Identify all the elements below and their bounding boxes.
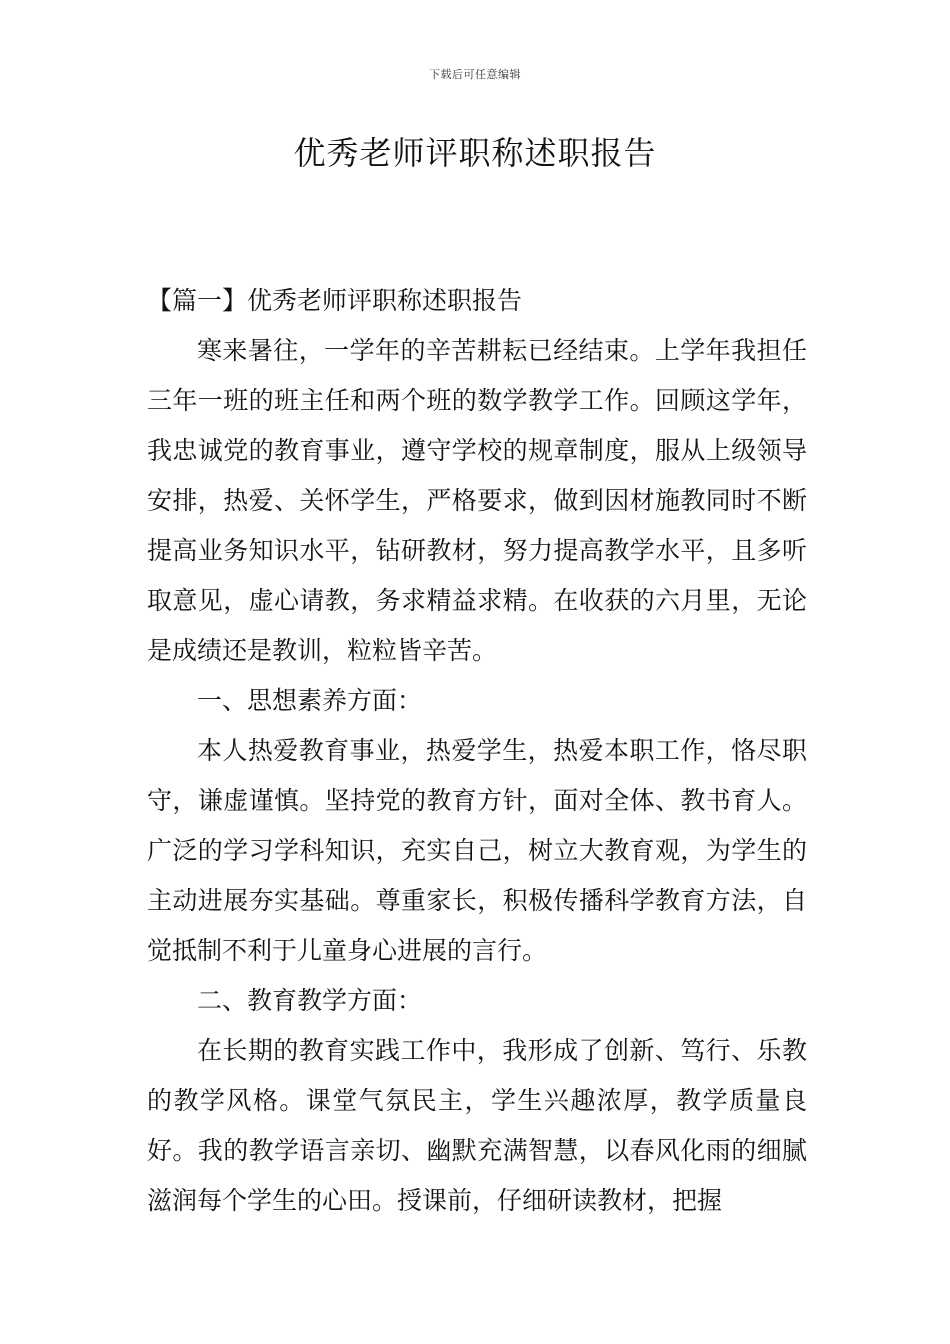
header-note: 下载后可任意编辑 [429, 68, 521, 81]
paragraph-teaching: 在长期的教育实践工作中，我形成了创新、笃行、乐教的教学风格。课堂气氛民主，学生兴趣浓厚，教学质量良好。我的教学语言亲切、幽默充满智慧，以春风化雨的细腻滋润每个学生的心田。授课前，仔细研读教材，把握 [147, 1036, 807, 1215]
document-body [147, 276, 807, 1226]
document-title: 优秀老师评职称述职报告 [293, 134, 657, 172]
heading-teaching: 二、教育教学方面： [197, 986, 423, 1015]
heading-ideology: 一、思想素养方面： [197, 686, 423, 715]
section-title: 【篇一】优秀老师评职称述职报告 [147, 286, 523, 315]
paragraph-intro: 寒来暑往，一学年的辛苦耕耘已经结束。上学年我担任三年一班的班主任和两个班的数学教学工作。回顾这学年，我忠诚党的教育事业，遵守学校的规章制度，服从上级领导安排，热爱、关怀学生，严格要求，做到因材施教同时不断提高业务知识水平，钻研教材，努力提高教学水平，且多听取意见，虚心请教，务求精益求精。在收获的六月里，无论是成绩还是教训，粒粒皆辛苦。 [147, 336, 807, 665]
paragraph-ideology: 本人热爱教育事业，热爱学生，热爱本职工作，恪尽职守，谦虚谨慎。坚持党的教育方针，面对全体、教书育人。广泛的学习学科知识，充实自己，树立大教育观，为学生的主动进展夯实基础。尊重家长，积极传播科学教育方法，自觉抵制不利于儿童身心进展的言行。 [147, 736, 807, 965]
